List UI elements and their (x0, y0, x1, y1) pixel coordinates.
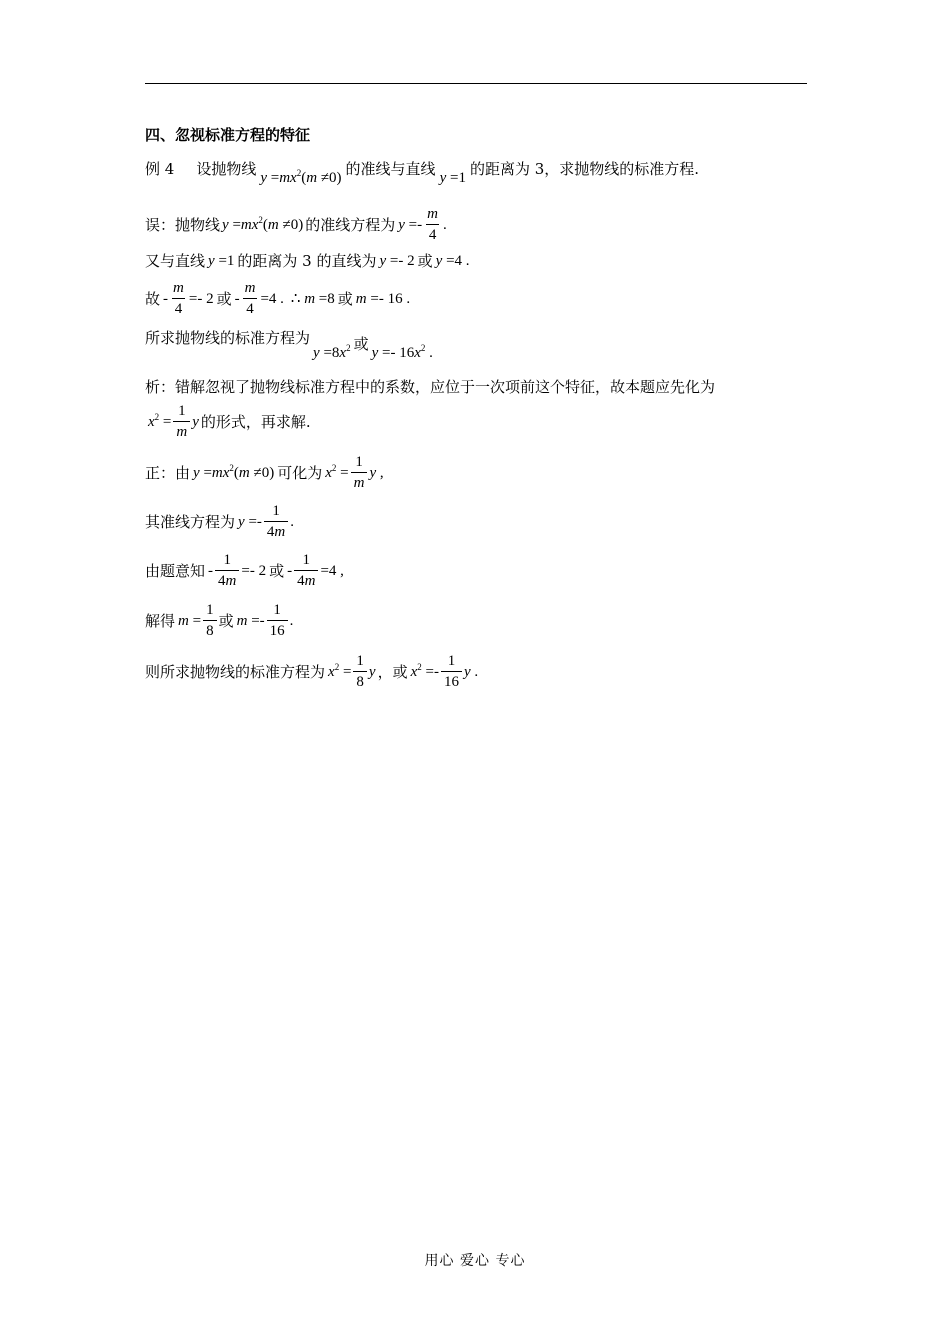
eq-y8x2: $y =8x^2$ (313, 342, 351, 361)
correct-line-4: 解得 m = $\frac{1}{8}$ 或 m =- $\frac{1}{16}$ . (145, 602, 294, 639)
correct-line-3: 由题意知 - $\frac{1}{4m}$ =- 2 或 - $\frac{1}{4m}$ =4 , (145, 552, 344, 589)
wrong-text-2a: 又与直线 (145, 251, 206, 270)
wrong-text-4b: 或 (353, 334, 369, 353)
example-line (145, 152, 699, 186)
frac-1-over-4m-a: $\frac{1}{4m}$ (215, 553, 239, 589)
eq-m-16: m =- 16 . (355, 290, 411, 307)
wrong-text-1a: 误：抛物线 (145, 215, 221, 234)
example-text-3: 的距离为 3，求抛物线的标准方程. (469, 159, 700, 178)
frac-1-over-8: $\frac{1}{8}$ (203, 603, 217, 639)
frac-1-over-16: $\frac{1}{16}$ (267, 603, 288, 639)
frac-1-over-16-b: $\frac{1}{16}$ (441, 654, 462, 690)
wrong-line-2 (145, 252, 473, 270)
correct-text-4a: 解得 (145, 611, 176, 630)
analysis-text-2: 的形式，再求解. (200, 412, 311, 431)
eq-parabola-2: $y =mx^2(m \ne 0)$ (222, 214, 304, 233)
wrong-text-3a: 故 (145, 289, 161, 308)
eq-y1: y =1 (208, 252, 235, 269)
wrong-text-2c: 或 (417, 251, 433, 270)
frac-1-over-m: $\frac{1}{m}$ (173, 404, 190, 440)
example-text-1: 设抛物线 (196, 159, 257, 178)
period: . (442, 216, 447, 233)
equation-line-y1: y =1 (439, 169, 466, 186)
eq-directrix-wrong: y =- (398, 216, 423, 233)
correct-text-5a: 则所求抛物线的标准方程为 (145, 662, 326, 681)
eq-y-minus2: y =- 2 (379, 252, 415, 269)
frac-m-over-4: $\frac{m}{4}$ (427, 206, 438, 243)
wrong-line-1 (145, 205, 447, 245)
wrong-text-4a: 所求抛物线的标准方程为 (145, 328, 311, 347)
eq-parabola-3: $y =mx^2(m \ne 0)$ (193, 462, 275, 481)
eq-y-16x2: $y =- 16x^2$ . (371, 342, 433, 361)
analysis-line-2: $x^2$ = $\frac{1}{m}$ y 的形式，再求解. (148, 403, 311, 440)
wrong-text-3b: 或 (216, 289, 232, 308)
eq-y4: y =4 . (435, 252, 470, 269)
wrong-line-3: 故 - $\frac{m}{4}$ =- 2 或 - $\frac{m}{4}$ =4 . ∴ m =8 或 m =- 16 . (145, 280, 411, 317)
eq-x2: $x^2$ = (148, 411, 172, 430)
correct-text-1b: 可化为 (277, 463, 323, 482)
page-footer: 用心 爱心 专心 (424, 1253, 526, 1269)
correct-text-3a: 由题意知 (145, 561, 206, 580)
example-text-2: 的准线与直线 (345, 159, 436, 178)
frac-1-over-4m: $\frac{1}{4m}$ (264, 504, 288, 540)
frac-1-over-m-2: $\frac{1}{m}$ (351, 455, 368, 491)
equation-parabola: $y =mx^2(m \ne 0)$ (260, 167, 342, 186)
correct-text-2a: 其准线方程为 (145, 512, 236, 531)
correct-text-5b: ，或 (377, 662, 408, 681)
correct-text-1a: 正：由 (145, 463, 191, 482)
wrong-text-2b: 的距离为 3 的直线为 (237, 251, 377, 270)
correct-text-3b: 或 (269, 561, 285, 580)
wrong-line-4 (145, 328, 436, 362)
correct-line-1: 正：由 $y =mx^2(m \ne 0)$ 可化为 $x^2$ = $\frac{1}{m}$ y , (145, 454, 384, 491)
correct-text-4b: 或 (218, 611, 234, 630)
frac-m-over-4-a: $\frac{m}{4}$ (173, 280, 184, 317)
header-rule (145, 83, 807, 84)
example-label: 例 4 (145, 159, 175, 178)
frac-m-over-4-b: $\frac{m}{4}$ (244, 280, 256, 317)
analysis-line-1: 析：错解忽视了抛物线标准方程中的系数，应位于一次项前这个特征，故本题应先化为 (145, 377, 716, 396)
correct-line-5: 则所求抛物线的标准方程为 $x^2$ = $\frac{1}{8}$ y ，或 $x^2$ =- $\frac{1}{16}$ y . (145, 653, 479, 690)
wrong-text-1b: 的准线方程为 (305, 215, 396, 234)
frac-1-over-8-b: $\frac{1}{8}$ (353, 654, 367, 690)
section-heading: 四、忽视标准方程的特征 (145, 126, 311, 144)
correct-line-2: 其准线方程为 y =- $\frac{1}{4m}$ . (145, 503, 294, 540)
eq-m8: ∴ m =8 (290, 290, 335, 307)
wrong-text-3c: 或 (337, 289, 353, 308)
frac-1-over-4m-b: $\frac{1}{4m}$ (294, 553, 318, 589)
